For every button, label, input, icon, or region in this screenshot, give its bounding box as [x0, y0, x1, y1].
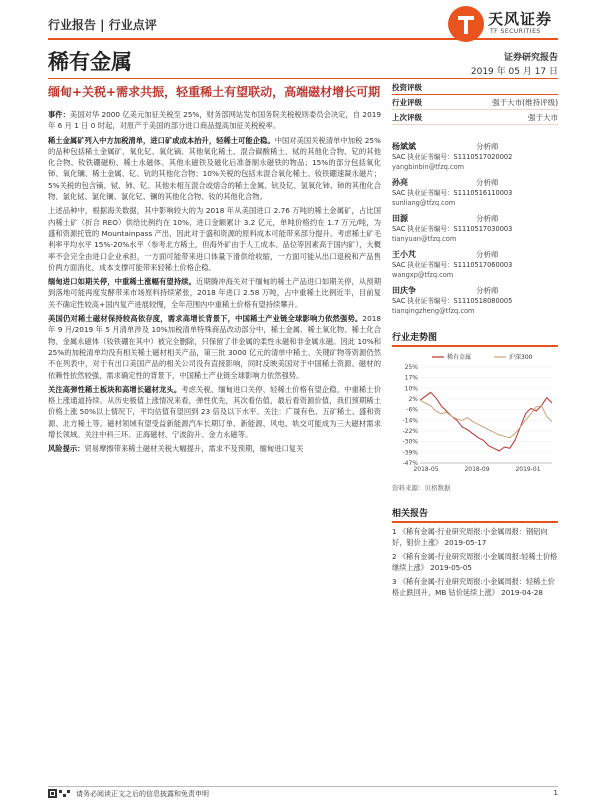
related-report-link[interactable]: 3 《稀有金属-行业研究周报:小金属周报：轻稀土价格止跌回升，MB 钴价延续上涨》 2019-04-28: [392, 577, 555, 597]
series-line-1: [420, 400, 552, 437]
paragraph-lead: 事件：: [48, 110, 70, 119]
paragraph-text: 考虑关税、缅甸进口关停、轻稀土价格有望企稳，中重稀土价格上涨通道持续。从历史极值上涨情况来看，弹性优先，其次看估值，最后看资源价值，我们预期稀土价格上涨 50%以上情况下，平均估值有望回到 23 倍及以下水平。关注：广晟有色、五矿稀土、盛和资源、北方稀土等。磁材领域有望受益新能源汽车长期订单、新能源、风电、轨交可能成为三大磁材需求增长领域。关注中科三环、正海磁材、宁波韵升、金力永磁等。: [48, 384, 382, 440]
analyst-role: 分析师: [476, 250, 499, 259]
previous-rating-row: [392, 110, 558, 125]
main-body: [48, 84, 381, 458]
body-paragraph: [48, 135, 381, 203]
x-tick-label: 2018-09: [464, 466, 490, 473]
footer: [48, 789, 558, 799]
analyst-email[interactable]: sunliang@tfzq.com: [392, 199, 456, 207]
analyst-role: 分析师: [476, 178, 499, 187]
paragraph-text: 2018 年 9 月/2019 年 5 月清单涉及 10%加税清单特殊商品改动部分中，稀土金属、稀土氧化物、稀土化合物、金属永磁体（钕铁硼在其中）被完全删除，只保留了非金属的柔性永磁和非金属永磁。因此 10%和 25%的加税清单均没有相关稀土磁材相关产品，第三批 3000 亿元的清单中稀土、关键矿物等资源仍然不在列表中，对于有出口美国产品的相关公司没有直接影响，同时反映美国对于中国稀土资源、磁材的依赖性依然较强，需求确定性的背景下，中国稀土产业链全球影响力依然强势。: [48, 314, 381, 380]
y-tick-label: 10%: [404, 385, 418, 393]
analyst-email[interactable]: tianqingzheng@tfzq.com: [392, 307, 475, 315]
analyst-sac: SAC 执业证书编号：S1110516110003: [392, 189, 513, 197]
paragraph-lead: 风险提示：: [48, 444, 85, 454]
body-paragraph: [48, 313, 381, 381]
report-headline: 缅甸+关税+需求共振，轻重稀土有望联动，高端磁材增长可期: [48, 85, 381, 99]
industry-rating-label: 行业评级: [392, 98, 422, 107]
analyst-entry: [392, 141, 558, 172]
report-type: 证券研究报告: [503, 53, 558, 63]
body-paragraph: [48, 276, 381, 310]
paragraph-text: 上述品种中，根据海关数据，其中影响较大的为 2018 年从美国进口 2.76 万吨的稀土金属矿，占比国内稀土矿（折合 REO）供给比例约在 10%，进口金额累计 3.2 亿元，单吨价格约在 1.7 万元/吨，为盛和资源托管的 Mountainpass 产出，因此对于盛和资源的原料成本可能带来部分提升。考虑稀土矿毛利率平均水平 15%-20%水平（参考北方稀土，但海外矿由于人工成本、品位等因素高于国内矿），大概率不会完全由进口企业承担，一方面可能带来进口体量下滑供给收缩，一方面可能从出口退税和产品售价两方面消化，成本支撑可能带来轻稀土价格企稳。: [48, 206, 381, 272]
body-paragraph: [48, 384, 381, 440]
y-tick-label: 25%: [404, 364, 418, 371]
analyst-sac: SAC 执业证书编号：S1110518080005: [392, 297, 513, 305]
report-date: 2019 年 05 月 17 日: [470, 67, 558, 77]
analyst-role: 分析师: [476, 142, 499, 151]
paragraph-text: 美国对华 2000 亿美元加征关税至 25%，财务部网站发布国务院关税税则委员会决定，自 2019 年 6 月 1 日 0 时起，对原产于美国的部分进口商品提高加征关税税率。: [48, 110, 381, 131]
industry-trend-chart: [392, 330, 558, 492]
y-tick-label: -47%: [402, 460, 418, 467]
paragraph-text: 中国对美国关税清单中加税 25%的品种包括稀土金属矿、氧化钇、氧化镝、其他氧化稀土、混合碳酸稀土、铽的其他化合物、钇的其他化合物、钕铁硼磁粉、稀土永磁体、其他永磁铁及磁化后准备制永磁铁的物品；15%的部分包括氧化铈、氧化镧、稀土金属、钇、钪的其他化合物；10%关税的包括未混合氧化稀土、钕铁硼速凝永磁片；5%关税的包含镝、铽、铈、钇、其他未相互混合或熔合的稀土金属、钪及钇、氢氧化铈、铈的其他化合物、氯化铽、氯化镧、氯化钇、镧的其他化合物、钕的其他化合物。: [48, 135, 381, 202]
analyst-entry: [392, 177, 558, 208]
related-title: 相关报告: [392, 506, 558, 523]
header-divider: [48, 38, 558, 40]
analyst-email[interactable]: tianyuan@tfzq.com: [392, 235, 457, 243]
related-report-link[interactable]: 1 《稀有金属-行业研究周报:小金属周报：钢铝向好，钼价上涨》 2019-05-17: [392, 527, 548, 547]
y-tick-label: -30%: [402, 438, 418, 446]
analyst-email[interactable]: yangbinbin@tfzq.com: [392, 163, 465, 171]
analyst-name-row: [392, 177, 558, 188]
analyst-name-row: [392, 141, 558, 152]
analyst-sac: SAC 执业证书编号：S1110517060003: [392, 261, 513, 269]
body-paragraph: [48, 109, 381, 132]
x-tick-label: 2018-05: [413, 466, 439, 473]
analyst-email[interactable]: wangxp@tfzq.com: [392, 271, 454, 279]
legend-label: 沪深300: [509, 354, 533, 361]
x-tick-label: 2019-01: [515, 466, 541, 473]
analyst-name-row: [392, 213, 558, 224]
series-line-0: [420, 392, 552, 451]
chart-source: 资料来源：贝格数据: [392, 484, 451, 492]
body-paragraph: [48, 443, 381, 454]
analyst-name: 田庆争: [392, 286, 416, 295]
body-paragraph: [48, 205, 381, 273]
analyst-entry: [392, 249, 558, 280]
analyst-name-row: [392, 249, 558, 260]
page-title: 稀有金属: [48, 50, 132, 74]
analyst-role: 分析师: [476, 214, 499, 223]
paragraph-lead: 关注高弹性稀土板块和高增长磁材龙头。: [48, 384, 182, 394]
analyst-name: 王小芃: [392, 250, 416, 259]
analyst-name: 田源: [392, 214, 408, 223]
qr-code-icon: [48, 789, 72, 798]
related-reports: [392, 506, 558, 598]
y-tick-label: -22%: [402, 428, 418, 435]
paragraph-lead: 美国仍对稀土磁材保持较高依存度，需求高增长背景下，中国稀土产业链全球影响力依然强势。: [48, 314, 363, 324]
logo-text-en: TF SECURITIES: [490, 28, 541, 35]
top-header: [48, 8, 558, 38]
sidebar: [392, 80, 558, 598]
analyst-sac: SAC 执业证书编号：S1110517020002: [392, 153, 513, 161]
analyst-entry: [392, 285, 558, 316]
paragraph-lead: 稀土金属矿列入中方加税清单，进口矿或成本抬升，轻稀土可能企稳。: [48, 135, 275, 145]
analyst-entry: [392, 213, 558, 244]
y-tick-label: 2%: [408, 396, 418, 403]
industry-rating-value: 强于大市(维持评级): [492, 98, 558, 107]
paragraph-text: 近期腾冲海关对于缅甸的稀土产品进口如期关停，从预期到落地可能再度发酵带来市场原料持续紧张，2018 年进口 2.58 万吨，占中重稀土比例近半，目前复关不确定性较高+国内复产进展较慢，全年范围内中重稀土价格有望持续攀升。: [48, 277, 381, 309]
analyst-name-row: [392, 285, 558, 296]
y-tick-label: 17%: [404, 374, 418, 382]
y-tick-label: -6%: [406, 406, 418, 414]
y-tick-label: -14%: [402, 417, 418, 425]
related-list: [392, 526, 558, 598]
page-number: 1: [553, 789, 558, 797]
disclaimer-text: 请务必阅读正文之后的信息披露和免责申明: [76, 790, 209, 798]
logo-text-cn: 天风证券: [488, 10, 553, 28]
report-category-tag: 行业报告 | 行业点评: [48, 18, 157, 32]
title-divider: [48, 78, 558, 79]
previous-rating-value: 强于大市: [528, 113, 558, 122]
analyst-name: 孙亮: [392, 178, 408, 187]
rating-header: 投资评级: [392, 80, 558, 95]
analyst-role: 分析师: [476, 286, 499, 295]
paragraph-text: 贸易摩擦带来稀土磁材关税大幅提升，需求不及预期，缅甸进口复关: [84, 444, 304, 454]
footer-divider: [48, 786, 558, 787]
industry-rating-row: [392, 95, 558, 110]
related-report-link[interactable]: 2 《稀有金属-行业研究周报:小金属周报:轻稀土价格继续上涨》 2019-05-05: [392, 552, 558, 572]
analyst-name: 杨斌斌: [392, 142, 416, 151]
y-tick-label: -39%: [402, 449, 418, 457]
chart-title: 行业走势图: [392, 330, 558, 347]
paragraph-lead: 缅甸进口如期关停，中重稀土涨幅有望持续。: [48, 277, 197, 287]
analyst-list: [392, 141, 558, 316]
previous-rating-label: 上次评级: [392, 113, 422, 122]
trend-chart-svg: [392, 351, 558, 481]
analyst-sac: SAC 执业证书编号：S1110517030003: [392, 225, 513, 233]
body-paragraphs: [48, 109, 381, 455]
legend-label: 稀有金属: [447, 354, 472, 361]
